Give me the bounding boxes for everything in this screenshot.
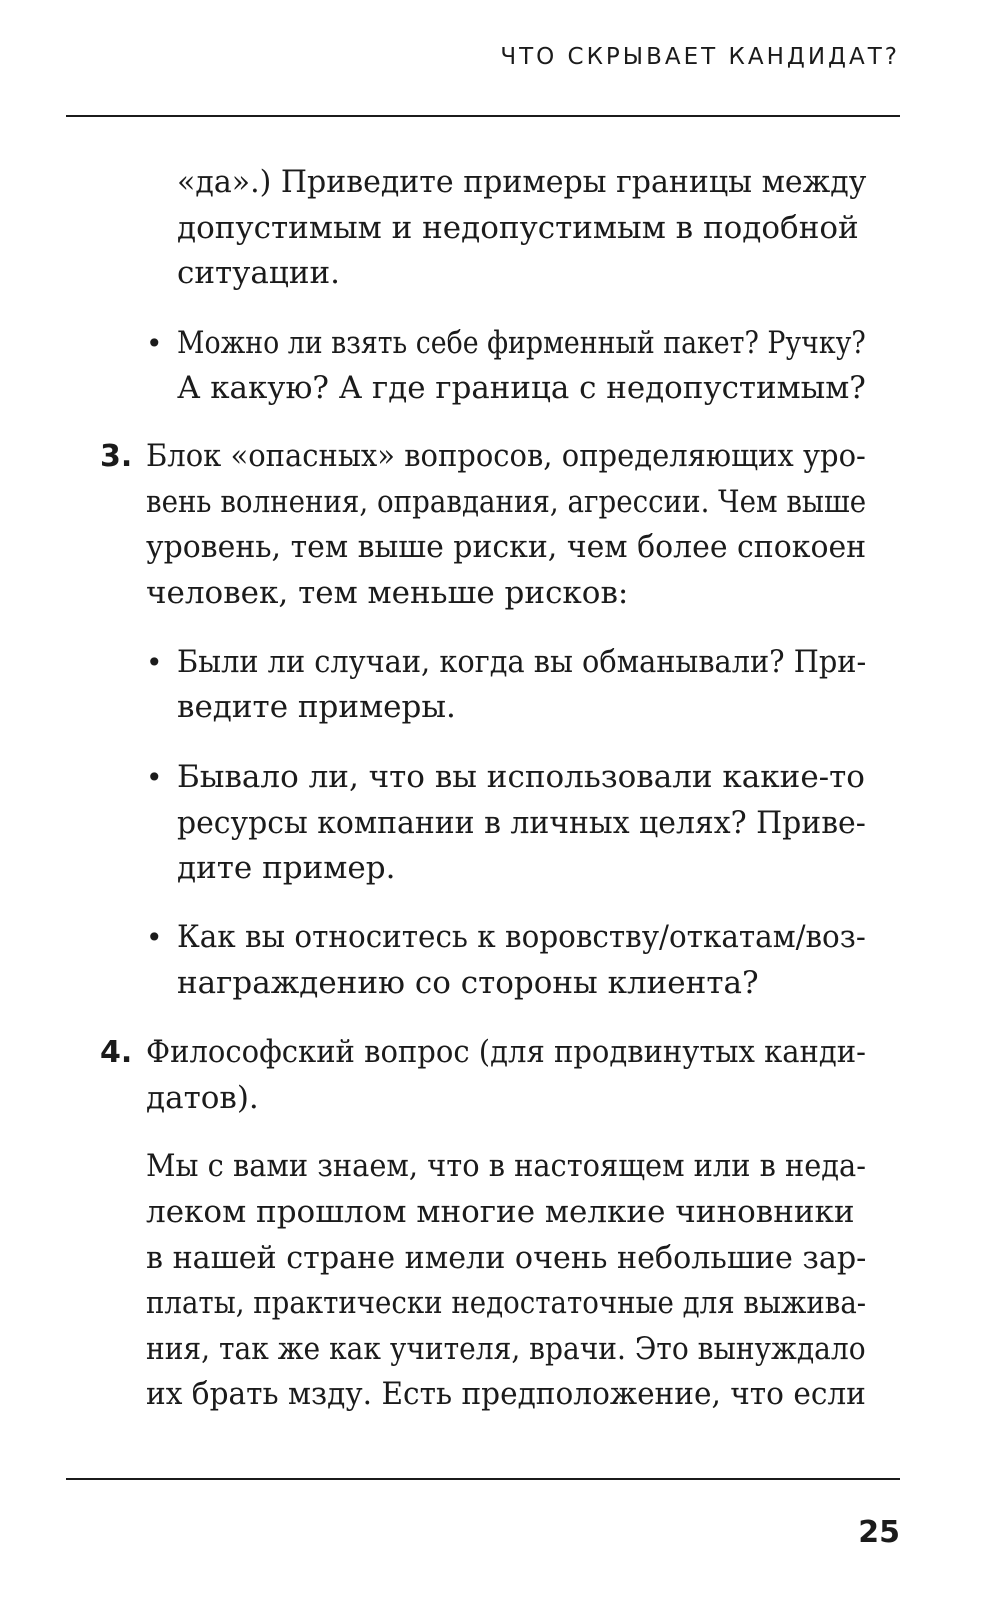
text-line: датов). xyxy=(146,1080,259,1116)
text-line: дите пример. xyxy=(177,850,396,886)
text-line: «да».) Приведите примеры границы между xyxy=(177,164,867,200)
text-line: вень волнения, оправдания, агрессии. Чем выше xyxy=(146,484,867,520)
text-line: ситуации. xyxy=(177,255,341,291)
text-line: леком прошлом многие мелкие чиновники xyxy=(146,1194,855,1230)
header-rule xyxy=(66,115,900,117)
running-head-title: ЧТО СКРЫВАЕТ КАНДИДАТ? xyxy=(500,44,900,70)
text-line: Можно ли взять себе фирменный пакет? Ручку? xyxy=(177,325,866,361)
text-line: человек, тем меньше рисков: xyxy=(146,575,629,611)
text-line: Были ли случаи, когда вы обманывали? При- xyxy=(177,644,867,680)
footer-rule xyxy=(66,1478,900,1480)
text-line: Мы с вами знаем, что в настоящем или в неда- xyxy=(146,1148,866,1184)
text-line: ния, так же как учителя, врачи. Это вынуждало xyxy=(146,1331,866,1367)
text-line: допустимым и недопустимым в подобной xyxy=(177,210,859,246)
text-line: уровень, тем выше риски, чем более спокоен xyxy=(146,529,867,565)
text-line: Философский вопрос (для продвинутых канди- xyxy=(146,1034,866,1070)
text-line: Бывало ли, что вы использовали какие-то xyxy=(177,759,865,795)
bullet-marker: • xyxy=(146,646,163,679)
list-number: 4. xyxy=(100,1035,133,1070)
list-number: 3. xyxy=(100,439,133,474)
text-line: Блок «опасных» вопросов, определяющих уро- xyxy=(146,438,866,474)
page-number: 25 xyxy=(858,1515,900,1550)
text-line: А какую? А где граница с недопустимым? xyxy=(177,370,866,406)
text-line: в нашей стране имели очень небольшие зар- xyxy=(146,1240,867,1276)
text-line: ресурсы компании в личных целях? Приве- xyxy=(177,805,866,841)
bullet-marker: • xyxy=(146,761,163,794)
text-line: их брать мзду. Есть предположение, что если xyxy=(146,1376,866,1412)
text-line: Как вы относитесь к воровству/откатам/воз- xyxy=(177,919,866,955)
text-line: ведите примеры. xyxy=(177,689,456,725)
text-line: платы, практически недостаточные для выжива- xyxy=(146,1285,867,1321)
bullet-marker: • xyxy=(146,921,163,954)
text-line: награждению со стороны клиента? xyxy=(177,965,759,1001)
bullet-marker: • xyxy=(146,327,163,360)
